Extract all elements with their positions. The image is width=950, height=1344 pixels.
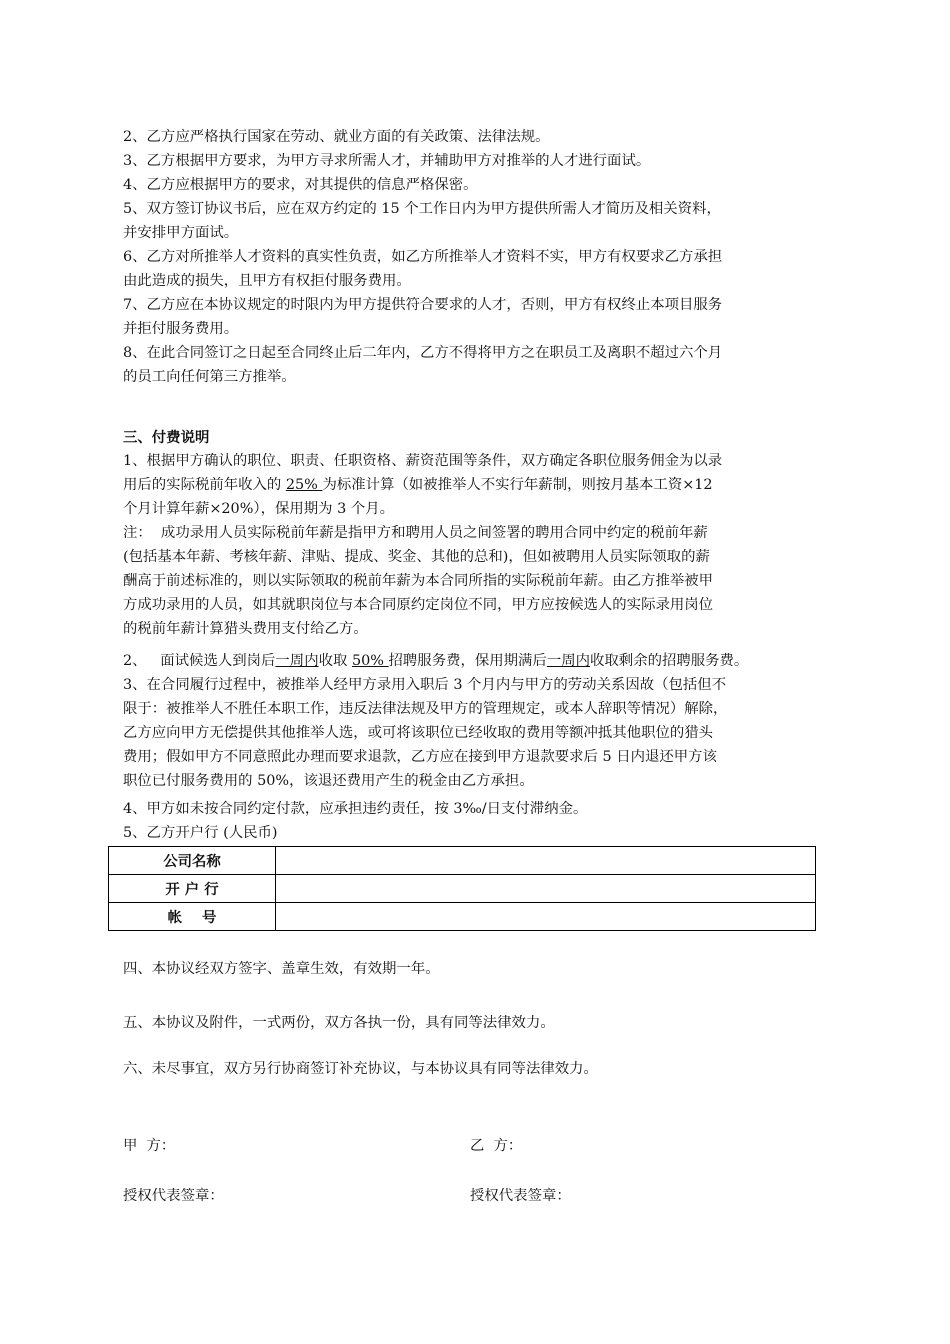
commission-rate: 25% [285,477,323,493]
payment-item3-line: 限于：被推举人不胜任本职工作，违反法律法规及甲方的管理规定，或本人辞职等情况）解除， [123,701,728,717]
payment-item1-line: 1、根据甲方确认的职位、职责、任职资格、薪资范围等条件，双方确定各职位服务佣金为以录 [123,453,723,469]
clause-five: 五、本协议及附件，一式两份，双方各执一份，具有同等法律效力。 [123,1015,555,1031]
obligation-line: 并安排甲方面试。 [123,225,239,241]
obligation-line: 8、在此合同签订之日起至合同终止后二年内，乙方不得将甲方之在职员工及离职不超过六个月 [123,345,723,361]
account-value [276,903,816,931]
party-b-label: 乙 方： [470,1138,523,1154]
note-line: (包括基本年薪、考核年薪、津贴、提成、奖金、其他的总和)，但如被聘用人员实际领取的薪 [123,549,710,565]
party-b-representative-label: 授权代表签章： [470,1188,571,1204]
clause-four: 四、本协议经双方签字、盖章生效，有效期一年。 [123,961,440,977]
payment-heading: 三、付费说明 [123,429,210,446]
payment-item1-line [123,474,833,498]
table-row [109,847,816,875]
period-underlined: 一周内 [546,653,591,669]
payment-item3-line: 乙方应向甲方无偿提供其他推举人选，或可将该职位已经收取的费用等额冲抵其他职位的猎头 [123,725,714,741]
obligation-line: 并拒付服务费用。 [123,321,239,337]
company-name-value [276,847,816,875]
account-label: 帐 号 [109,903,276,931]
bank-value [276,875,816,903]
party-a-representative-label: 授权代表签章： [123,1188,224,1204]
obligation-line: 2、乙方应严格执行国家在劳动、就业方面的有关政策、法律法规。 [123,129,550,145]
table-row [109,903,816,931]
note-line: 酬高于前述标准的，则以实际领取的税前年薪为本合同所指的实际税前年薪。由乙方推举被甲 [123,573,714,589]
note-line: 注： 成功录用人员实际税前年薪是指甲方和聘用人员之间签署的聘用合同中约定的税前年薪 [123,525,708,541]
payment-item3-line: 3、在合同履行过程中，被推举人经甲方录用入职后 3 个月内与甲方的劳动关系因故（包括但不 [123,677,727,693]
payment-item2 [123,650,843,674]
bank-label: 开 户 行 [109,875,276,903]
text-segment: 为标准计算（如被推举人不实行年薪制，则按月基本工资×12 [322,477,713,493]
period-underlined: 一周内 [275,653,319,669]
note-line: 方成功录用的人员，如其就职岗位与本合同原约定岗位不同，甲方应按候选人的实际录用岗位 [123,597,714,613]
rate-underlined: 50% [351,653,389,669]
table-row [109,875,816,903]
note-line: 的税前年薪计算猎头费用支付给乙方。 [123,621,368,637]
company-name-label: 公司名称 [109,847,276,875]
clause-six: 六、未尽事宜，双方另行协商签订补充协议，与本协议具有同等法律效力。 [123,1061,598,1077]
text-segment: 收取剩余的招聘服务费。 [590,653,749,669]
text-segment: 招聘服务费，保用期满后 [388,653,547,669]
payment-item3-line: 费用；假如甲方不同意照此办理而要求退款，乙方应在接到甲方退款要求后 5 日内退还甲方该 [123,749,717,765]
party-a-label: 甲 方： [123,1138,176,1154]
obligation-line: 7、乙方应在本协议规定的时限内为甲方提供符合要求的人才，否则，甲方有权终止本项目服务 [123,297,723,313]
obligation-line: 4、乙方应根据甲方的要求，对其提供的信息严格保密。 [123,177,478,193]
payment-item5: 5、乙方开户行 (人民币) [123,825,278,841]
text-segment: 用后的实际税前年收入的 [123,477,286,493]
obligation-line: 由此造成的损失，且甲方有权拒付服务费用。 [123,273,411,289]
payment-item4: 4、甲方如未按合同约定付款，应承担违约责任，按 3‰/日支付滞纳金。 [123,801,588,817]
bank-account-table [108,846,816,931]
obligation-line: 6、乙方对所推举人才资料的真实性负责，如乙方所推举人才资料不实，甲方有权要求乙方承担 [123,249,723,265]
text-segment: 收取 [318,653,352,669]
payment-item3-line: 职位已付服务费用的 50%，该退还费用产生的税金由乙方承担。 [123,773,534,789]
obligation-line: 5、双方签订协议书后，应在双方约定的 15 个工作日内为甲方提供所需人才简历及相关资料， [123,201,721,217]
obligation-line: 的员工向任何第三方推举。 [123,369,296,385]
text-segment: 2、 面试候选人到岗后 [123,653,276,669]
payment-item1-line: 个月计算年薪×20%），保用期为 3 个月。 [123,501,395,517]
obligation-line: 3、乙方根据甲方要求，为甲方寻求所需人才，并辅助甲方对推举的人才进行面试。 [123,153,651,169]
